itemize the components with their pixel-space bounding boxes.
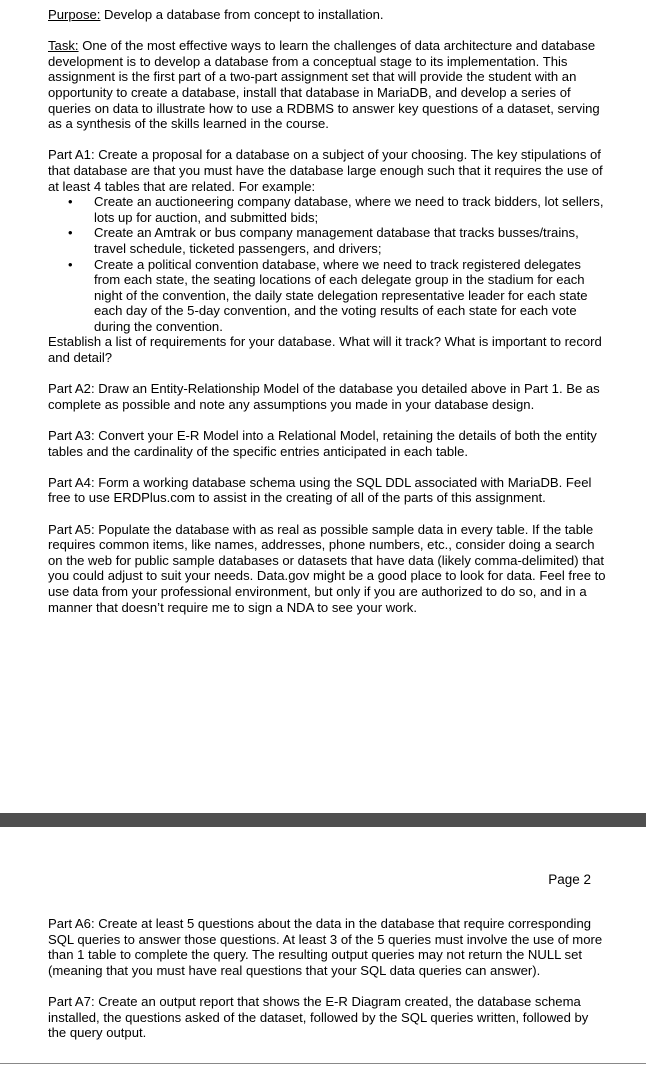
list-item bbox=[48, 194, 608, 225]
purpose-label: Purpose: bbox=[48, 7, 101, 22]
part-a2-paragraph: Part A2: Draw an Entity-Relationship Model of the database you detailed above in Part 1. Be as complete as possible and note any assumptions you made in your database design. bbox=[48, 381, 600, 412]
purpose-paragraph bbox=[48, 7, 608, 23]
bullet-icon: • bbox=[68, 256, 73, 272]
part-a7-paragraph: Part A7: Create an output report that shows the E-R Diagram created, the database schema installed, the questions asked of the dataset, followed by the SQL queries written, followed by the query output. bbox=[48, 993, 589, 1041]
page-1-content bbox=[48, 7, 608, 631]
page-bottom-rule bbox=[0, 1063, 646, 1064]
page-2-content bbox=[48, 916, 608, 1056]
list-item bbox=[48, 257, 608, 335]
list-item bbox=[48, 225, 608, 256]
list-item-text: Create a political convention database, where we need to track registered delegates from each state, the seating locations of each delegate group in the stadium for each night of the convention, the daily state delegation representative leader for each state each day of the 5-day convention, and the voting results of each state for each vote during the convention. bbox=[94, 256, 588, 334]
purpose-text: Develop a database from concept to installation. bbox=[100, 7, 384, 22]
part-a4-paragraph: Part A4: Form a working database schema using the SQL DDL associated with MariaDB. Feel free to use ERDPlus.com to assist in the creating of all of the parts of this assignment. bbox=[48, 474, 592, 506]
list-item-text: Create an Amtrak or bus company management database that tracks busses/trains, travel schedule, ticketed passengers, and drivers; bbox=[94, 225, 579, 256]
example-list bbox=[48, 194, 608, 334]
part-a1-intro: Part A1: Create a proposal for a database on a subject of your choosing. The key stipulations of that database are that you must have the database large enough such that it requires the use of at least 4 tables that are related. For example: bbox=[48, 147, 603, 194]
bullet-icon: • bbox=[68, 194, 73, 210]
part-a1-section bbox=[48, 147, 608, 365]
bullet-icon: • bbox=[68, 225, 73, 241]
page-2 bbox=[0, 827, 646, 1066]
part-a5-paragraph: Part A5: Populate the database with as real as possible sample data in every table. If the table requires common items, like names, addresses, phone numbers, etc., consider doing a search on the web for public sample databases or datasets that have data (likely comma-delimited) that you could adjust to suit your needs. Data.gov might be a good place to look for data. Feel free to use data from your professional environment, but only if you are authorized to do so, and in a manner that doesn’t require me to sign a NDA to see your work. bbox=[48, 521, 606, 615]
list-item-text: Create an auctioneering company database, where we need to track bidders, lot sellers, lots up for auction, and submitted bids; bbox=[94, 194, 604, 225]
task-text: One of the most effective ways to learn the challenges of data architecture and database development is to develop a database from a conceptual stage to its implementation. This assignment is the first part of a two-part assignment set that will provide the student with an opportunity to create a database, install that database in MariaDB, and develop a series of queries on data to illustrate how to use a RDBMS to answer key questions of a dataset, serving as a synthesis of the skills learned in the course. bbox=[48, 38, 600, 132]
part-a6-paragraph: Part A6: Create at least 5 questions about the data in the database that require corresponding SQL queries to answer those questions. At least 3 of the 5 queries must involve the use of more than 1 table to complete the query. The resulting output queries may not return the NULL set (meaning that you must have real questions that your SQL data queries can answer). bbox=[48, 916, 603, 978]
page-separator bbox=[0, 813, 646, 827]
task-paragraph bbox=[48, 38, 608, 132]
task-label: Task: bbox=[48, 38, 79, 54]
page-number: Page 2 bbox=[548, 872, 591, 887]
part-a1-outro: Establish a list of requirements for your database. What will it track? What is important to record and detail? bbox=[48, 334, 602, 366]
part-a3-paragraph: Part A3: Convert your E-R Model into a Relational Model, retaining the details of both the entity tables and the cardinality of the specific entries anticipated in each table. bbox=[48, 428, 597, 459]
